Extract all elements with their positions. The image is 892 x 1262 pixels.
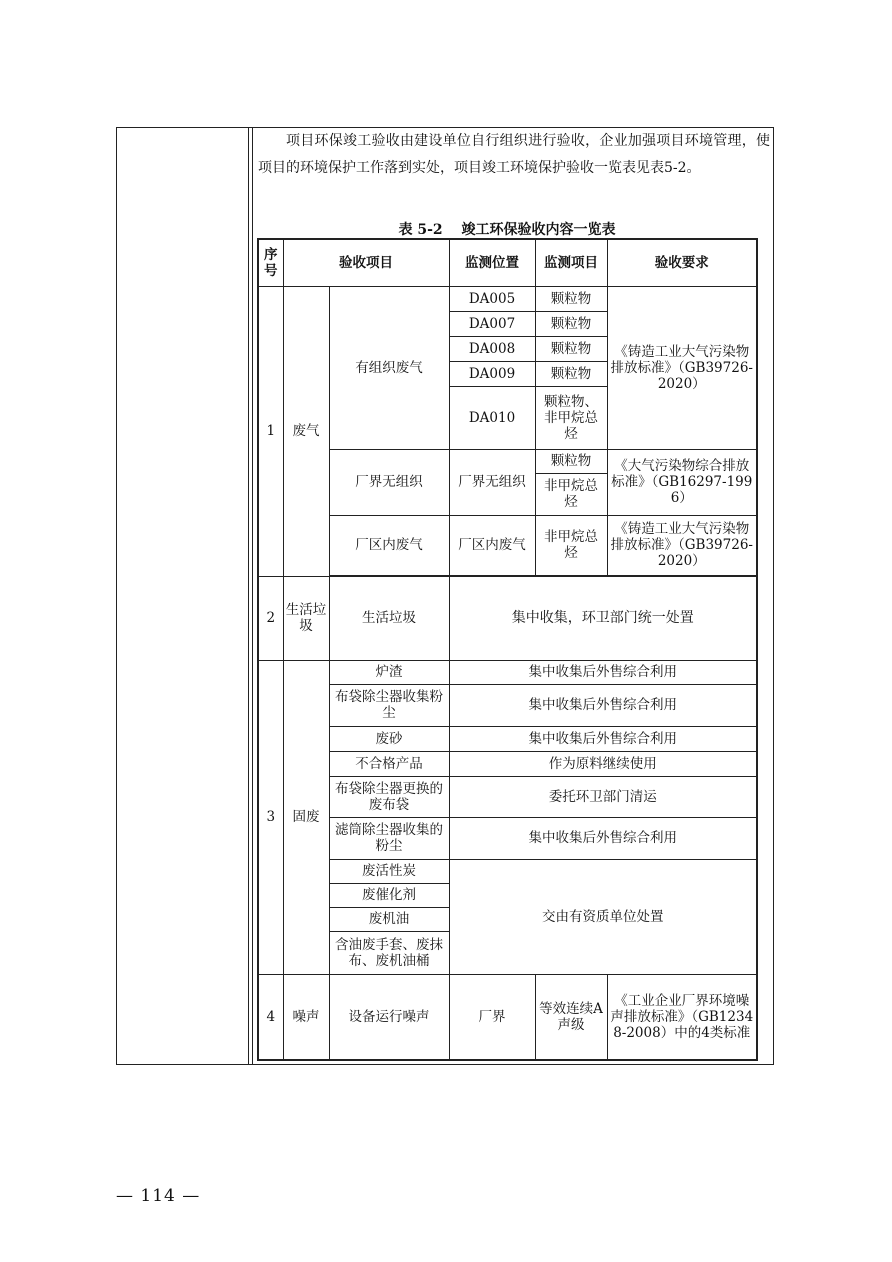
- table-row: [258, 751, 757, 776]
- req-cell: 交由有资质单位处置: [449, 859, 757, 974]
- req-cell: 《铸造工业大气污染物排放标准》（GB39726-2020）: [607, 286, 757, 449]
- location-cell: 厂界: [449, 974, 535, 1060]
- monitor-cell: 非甲烷总烃: [535, 515, 607, 575]
- header-seq: 序号: [258, 239, 283, 286]
- item-cell: 布袋除尘器收集粉尘: [329, 684, 449, 726]
- header-monitor: 监测项目: [535, 239, 607, 286]
- item-cell: 设备运行噪声: [329, 974, 449, 1060]
- header-location: 监测位置: [449, 239, 535, 286]
- item-cell: 废砂: [329, 726, 449, 751]
- monitor-cell: 非甲烷总烃: [535, 473, 607, 515]
- item-cell: 厂区内废气: [329, 515, 449, 575]
- table-row: [258, 859, 757, 883]
- table-row: [258, 286, 757, 311]
- table-row: [258, 660, 757, 684]
- seq-cell: 4: [258, 974, 283, 1060]
- table-row: [258, 684, 757, 726]
- frame-divider: [248, 127, 249, 1065]
- item-cell: 含油废手套、废抹布、废机油桶: [329, 931, 449, 974]
- page-number: — 114 —: [116, 1186, 201, 1206]
- table-row: [258, 776, 757, 817]
- table-row: [258, 974, 757, 1060]
- item-cell: 布袋除尘器更换的废布袋: [329, 776, 449, 817]
- req-cell: 《工业企业厂界环境噪声排放标准》（GB12348-2008）中的4类标准: [607, 974, 757, 1060]
- monitor-cell: 颗粒物: [535, 449, 607, 473]
- seq-cell: 1: [258, 286, 283, 576]
- monitor-cell: 颗粒物: [535, 311, 607, 336]
- category-cell: 固废: [283, 660, 329, 974]
- req-cell: 委托环卫部门清运: [449, 776, 757, 817]
- location-cell: DA007: [449, 311, 535, 336]
- table-row: [258, 726, 757, 751]
- monitor-cell: 颗粒物、非甲烷总烃: [535, 386, 607, 449]
- monitor-cell: 颗粒物: [535, 286, 607, 311]
- location-cell: 厂区内废气: [449, 515, 535, 575]
- item-cell: 有组织废气: [329, 286, 449, 449]
- monitor-cell: 颗粒物: [535, 336, 607, 361]
- item-cell: 厂界无组织: [329, 449, 449, 515]
- table-row: [258, 449, 757, 473]
- header-req: 验收要求: [607, 239, 757, 286]
- table-row: [258, 515, 757, 575]
- item-cell: 废机油: [329, 907, 449, 931]
- req-cell: 作为原料继续使用: [449, 751, 757, 776]
- req-cell: 集中收集后外售综合利用: [449, 817, 757, 859]
- category-cell: 噪声: [283, 974, 329, 1060]
- req-cell: 集中收集后外售综合利用: [449, 684, 757, 726]
- req-cell: 集中收集，环卫部门统一处置: [449, 576, 757, 660]
- category-cell: 生活垃圾: [283, 576, 329, 660]
- seq-cell: 3: [258, 660, 283, 974]
- item-cell: 废活性炭: [329, 859, 449, 883]
- location-cell: DA010: [449, 386, 535, 449]
- req-cell: 《大气污染物综合排放标准》（GB16297-1996）: [607, 449, 757, 515]
- frame-divider-inner: [252, 127, 253, 1065]
- req-cell: 集中收集后外售综合利用: [449, 660, 757, 684]
- intro-text: 项目环保竣工验收由建设单位自行组织进行验收，企业加强项目环境管理，使项目的环境保护工作落到实处，项目竣工环境保护验收一览表见表5-2。: [258, 133, 770, 176]
- header-row: [258, 239, 757, 286]
- req-cell: 集中收集后外售综合利用: [449, 726, 757, 751]
- location-cell: DA009: [449, 361, 535, 386]
- item-cell: 滤筒除尘器收集的粉尘: [329, 817, 449, 859]
- item-cell: 生活垃圾: [329, 576, 449, 660]
- location-cell: 厂界无组织: [449, 449, 535, 515]
- category-cell: 废气: [283, 286, 329, 576]
- item-cell: 废催化剂: [329, 883, 449, 907]
- location-cell: DA008: [449, 336, 535, 361]
- intro-paragraph: [258, 128, 770, 182]
- table-row: [258, 817, 757, 859]
- acceptance-table: [257, 238, 758, 1061]
- location-cell: DA005: [449, 286, 535, 311]
- monitor-cell: 颗粒物: [535, 361, 607, 386]
- header-item: 验收项目: [283, 239, 449, 286]
- item-cell: 不合格产品: [329, 751, 449, 776]
- table-row: [258, 576, 757, 660]
- table-caption: 表 5-2 竣工环保验收内容一览表: [398, 222, 616, 238]
- item-cell: 炉渣: [329, 660, 449, 684]
- monitor-cell: 等效连续A声级: [535, 974, 607, 1060]
- seq-cell: 2: [258, 576, 283, 660]
- req-cell: 《铸造工业大气污染物排放标准》（GB39726-2020）: [607, 515, 757, 575]
